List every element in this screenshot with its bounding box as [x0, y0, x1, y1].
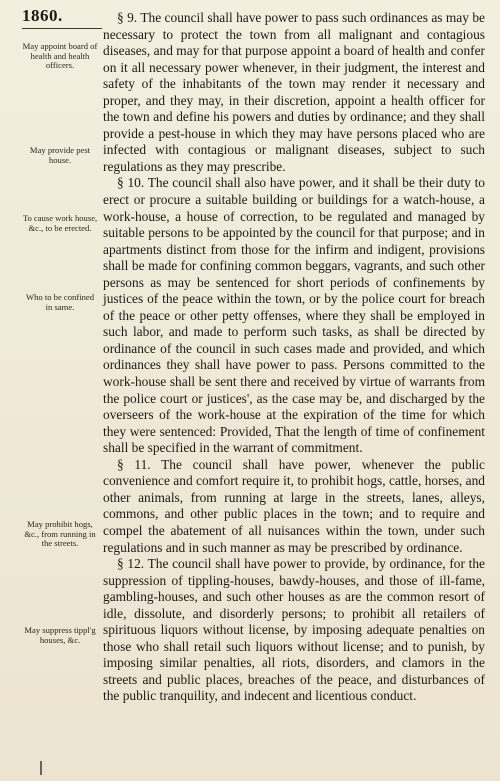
section-9: § 9. The council shall have power to pass such ordinances as may be necessary to protect the town from all malignant and contagious diseases, and may for that purpose appoint a board of health and confer on it all necessary power whenever, in their judgment, the interest and safety of the inhabitants of the town may render it necessary and proper, and they may, in their discretion, appoint a health officer for the town and define his powers and duties by ordinance; and they shall provide a pest-house in which they may have persons placed who are infected with contagious or malignant diseases, subject to such regulations as they may prescribe.	[103, 10, 485, 174]
statute-text	[103, 10, 485, 705]
margin-note-pest-house: May provide pest house.	[29, 145, 91, 165]
section-11: § 11. The council shall have power, whenever the public convenience and comfort require it, to prohibit hogs, cattle, horses, and other animals, from running at large in the streets, lanes, alleys, commons, and other public places in the town; and to require and compel the abatement of all nuisances within the town, under such regulations and in such manner as may be prescribed by ordinance.	[103, 456, 485, 555]
margin-note-prohibit-hogs: May prohibit hogs, &c., from running in the streets.	[24, 519, 96, 549]
margin-note-board-of-health: May appoint board of health and health officers.	[22, 41, 98, 71]
section-10: § 10. The council shall also have power, and it shall be their duty to erect or procure a suitable building or buildings for a watch-house, a work-house, a house of correction, to be regulated and managed by suitable persons to be appointed by the council for that purpose; and in apartments distinct from those for the infirm and indigent, provisions shall be made for confining common beggars, vagrants, and such other persons as may be sentenced for short periods of confinements by justices of the peace within the town, or by the police court for breach of the peace or other petty offenses, where they shall be employed in such labor, and made to perform such tasks, as shall be directed by ordinance of the council in such cases made and provided, and which ordinances they shall have power to pass. Persons committed to the work-house shall be sent there and received by virtue of warrants from the police court or justices', as the case may be, and discharged by the overseers of the work-house at the expiration of the time for which they were sentenced: Provided, That the length of time of confinement shall be specified in the warrant of commitment.	[103, 175, 485, 456]
margin-note-work-house: To cause work house, &c., to be erected.	[22, 213, 98, 233]
section-12: § 12. The council shall have power to provide, by ordinance, for the suppression of tippling-houses, bawdy-houses, and those of ill-fame, gambling-houses, and such other houses as are the common resort of idle, dissolute, and disorderly persons; to prohibit all retailers of spirituous liquors without license, by imposing adequate penalties on those who shall retail such liquors without license; and to punish, by imposing similar penalties, all riots, disorders, and clamors in the streets and public places, breaches of the peace, and disturbances of the public tranquility, and indecent and licentious conduct.	[103, 556, 485, 704]
header-rule	[22, 28, 102, 29]
page-edge-mark	[40, 761, 42, 775]
page-year: 1860.	[22, 6, 63, 25]
margin-note-tippling-houses: May suppress tippl'g houses, &c.	[24, 625, 96, 645]
margin-note-confined: Who to be confined in same.	[25, 292, 94, 312]
